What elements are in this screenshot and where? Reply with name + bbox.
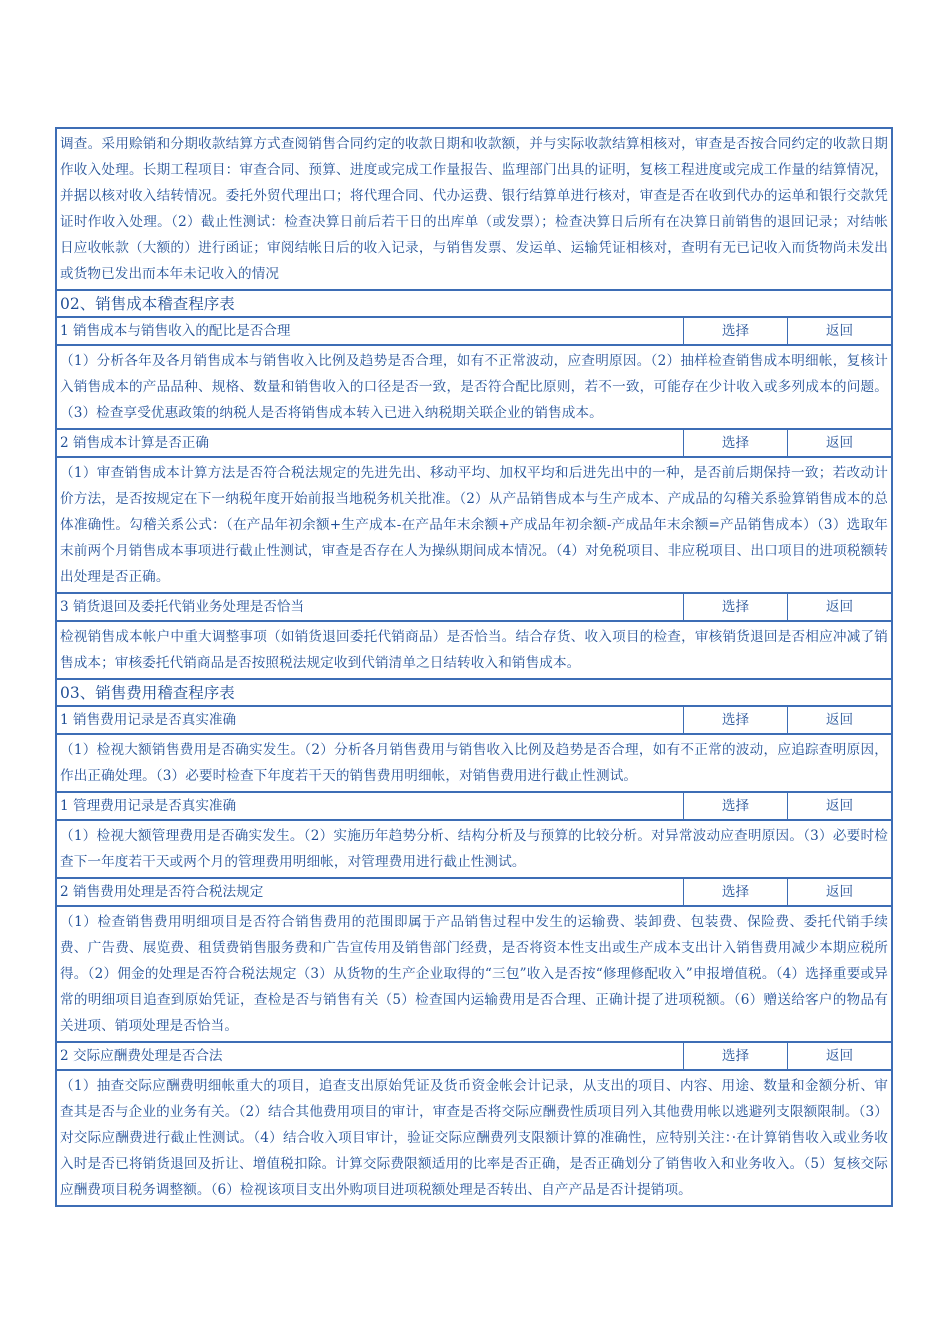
back-button[interactable]: 返回 [825, 323, 854, 339]
item-description: 检视销售成本帐户中重大调整事项（如销货退回委托代销商品）是否恰当。结合存货、收入项目的检查，审核销货退回是否相应冲减了销售成本；审核委托代销商品是否按照税法规定收到代销清单之日结转收入和销售成本。 [60, 629, 888, 671]
item-description-row [57, 905, 891, 1041]
select-button[interactable]: 选择 [684, 879, 788, 905]
section-header-sales-expense [57, 678, 891, 705]
audit-procedure-table [55, 127, 893, 1207]
back-button[interactable]: 返回 [825, 599, 854, 615]
select-button[interactable]: 选择 [684, 793, 788, 819]
item-title: 1 销售费用记录是否真实准确 [57, 707, 684, 733]
item-title: 2 销售成本计算是否正确 [57, 430, 684, 456]
item-description-row [57, 456, 891, 592]
item-row [57, 877, 891, 905]
item-description-row [57, 344, 891, 428]
item-description: （1）分析各年及各月销售成本与销售收入比例及趋势是否合理，如有不正常波动，应查明原因。（2）抽样检查销售成本明细帐，复核计入销售成本的产品品种、规格、数量和销售收入的口径是否一致，是否符合配比原则，若不一致，可能存在少计收入或多列成本的问题。（3）检查享受优惠政策的纳税人是否将销售成本转入已进入纳税期关联企业的销售成本。 [60, 353, 888, 421]
item-description: （1）检视大额管理费用是否确实发生。（2）实施历年趋势分析、结构分析及与预算的比较分析。对异常波动应查明原因。（3）必要时检查下一年度若干天或两个月的管理费用明细帐，对管理费用进行截止性测试。 [60, 828, 888, 870]
section-title: 03、销售费用稽查程序表 [57, 678, 891, 705]
select-button[interactable]: 选择 [684, 594, 788, 620]
item-description: （1）检视大额销售费用是否确实发生。（2）分析各月销售费用与销售收入比例及趋势是否合理，如有不正常的波动，应追踪查明原因，作出正确处理。（3）必要时检查下年度若干天的销售费用明细帐，对销售费用进行截止性测试。 [60, 742, 888, 784]
item-description: （1）抽查交际应酬费明细帐重大的项目，追查支出原始凭证及货币资金帐会计记录，从支出的项目、内容、用途、数量和金额分析、审查其是否与企业的业务有关。（2）结合其他费用项目的审计，审查是否将交际应酬费性质项目列入其他费用帐以逃避列支限额限制。（3）对交际应酬费进行截止性测试。（4）结合收入项目审计，验证交际应酬费列支限额计算的准确性，应特别关注：·在计算销售收入或业务收入时是否已将销货退回及折让、增值税扣除。计算交际费限额适用的比率是否正确，是否正确划分了销售收入和业务收入。（5）复核交际应酬费项目税务调整额。（6）检视该项目支出外购项目进项税额处理是否转出、自产产品是否计提销项。 [60, 1078, 888, 1198]
item-description: （1）检查销售费用明细项目是否符合销售费用的范围即属于产品销售过程中发生的运输费、装卸费、包装费、保险费、委托代销手续费、广告费、展览费、租赁费销售服务费和广告宣传用及销售部门经费，是否将资本性支出或生产成本支出计入销售费用减少本期应税所得。（2）佣金的处理是否符合税法规定（3）从货物的生产企业取得的“三包”收入是否按“修理修配收入”申报增值税。（4）选择重要或异常的明细项目追查到原始凭证，查检是否与销售有关（5）检查国内运输费用是否合理、正确计提了进项税额。（6）赠送给客户的物品有关进项、销项处理是否恰当。 [60, 914, 888, 1034]
back-button[interactable]: 返回 [825, 1048, 854, 1064]
item-description-row [57, 819, 891, 877]
item-title: 2 销售费用处理是否符合税法规定 [57, 879, 684, 905]
select-button[interactable]: 选择 [684, 707, 788, 733]
intro-text: 调查。采用赊销和分期收款结算方式查阅销售合同约定的收款日期和收款额，并与实际收款结算相核对，审查是否按合同约定的收款日期作收入处理。长期工程项目：审查合同、预算、进度或完成工作量报告、监理部门出具的证明，复核工程进度或完成工作量的结算情况，并据以核对收入结转情况。委托外贸代理出口；将代理合同、代办运费、银行结算单进行核对，审查是否在收到代办的运单和银行交款凭证时作收入处理。（2）截止性测试：检查决算日前后若干日的出库单（或发票）；检查决算日后所有在决算日前销售的退回记录；对结帐日应收帐款（大额的）进行函证；审阅结帐日后的收入记录，与销售发票、发运单、运输凭证相核对，查明有无已记收入而货物尚未发出或货物已发出而本年未记收入的情况 [60, 136, 888, 282]
back-button[interactable]: 返回 [825, 884, 854, 900]
item-row [57, 705, 891, 733]
select-button[interactable]: 选择 [684, 430, 788, 456]
item-description-row [57, 620, 891, 678]
item-row [57, 592, 891, 620]
item-title: 1 管理费用记录是否真实准确 [57, 793, 684, 819]
select-button[interactable]: 选择 [684, 318, 788, 344]
item-description-row [57, 733, 891, 791]
intro-row [57, 129, 891, 289]
back-button[interactable]: 返回 [825, 435, 854, 451]
item-title: 1 销售成本与销售收入的配比是否合理 [57, 318, 684, 344]
item-description: （1）审查销售成本计算方法是否符合税法规定的先进先出、移动平均、加权平均和后进先出中的一种，是否前后期保持一致；若改动计价方法，是否按规定在下一纳税年度开始前报当地税务机关批准。（2）从产品销售成本与生产成本、产成品的勾稽关系验算销售成本的总体准确性。勾稽关系公式：（在产品年初余额+生产成本-在产品年末余额+产成品年初余额-产成品年末余额=产品销售成本）（3）选取年末前两个月销售成本事项进行截止性测试，审查是否存在人为操纵期间成本情况。（4）对免税项目、非应税项目、出口项目的进项税额转出处理是否正确。 [60, 465, 888, 585]
item-description-row [57, 1069, 891, 1205]
select-button[interactable]: 选择 [684, 1043, 788, 1069]
back-button[interactable]: 返回 [825, 712, 854, 728]
item-row [57, 428, 891, 456]
section-header-sales-cost [57, 289, 891, 316]
item-row [57, 1041, 891, 1069]
item-title: 2 交际应酬费处理是否合法 [57, 1043, 684, 1069]
item-row [57, 316, 891, 344]
item-row [57, 791, 891, 819]
section-title: 02、销售成本稽查程序表 [57, 289, 891, 316]
item-title: 3 销货退回及委托代销业务处理是否恰当 [57, 594, 684, 620]
back-button[interactable]: 返回 [825, 798, 854, 814]
